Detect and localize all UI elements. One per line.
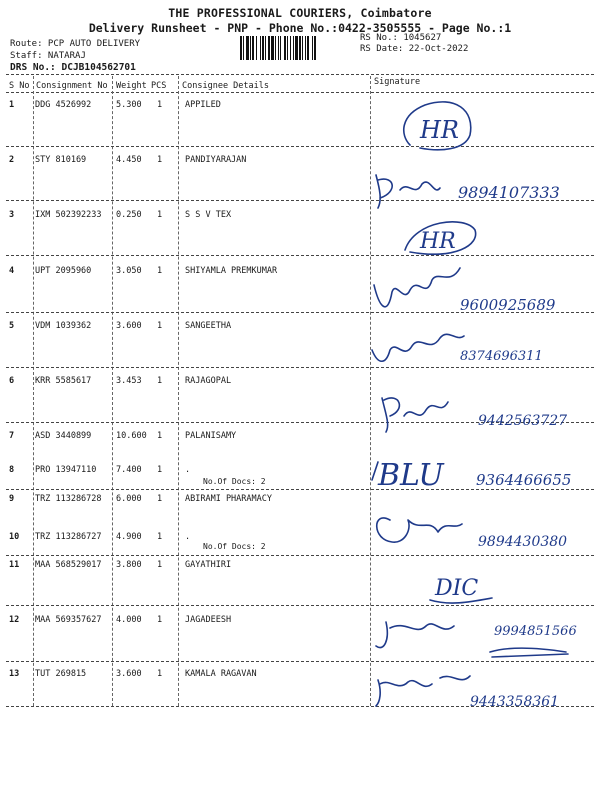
- company-title: THE PROFESSIONAL COURIERS, Coimbatore: [168, 6, 432, 20]
- barcode-bar: [240, 36, 242, 60]
- barcode-bar: [299, 36, 301, 60]
- row-weight: 6.000: [116, 494, 142, 504]
- signature-12-phone: 9994851566: [494, 624, 577, 639]
- rs-date: RS Date: 22-Oct-2022: [360, 44, 469, 54]
- row-sno: 13: [9, 669, 20, 679]
- barcode-bar: [262, 36, 264, 60]
- row-weight: 3.600: [116, 321, 142, 331]
- row-consignee: APPILED: [185, 100, 221, 110]
- barcode-bar: [256, 36, 257, 60]
- drs-number: [10, 62, 140, 74]
- row-weight: 5.300: [116, 100, 142, 110]
- barcode-bar: [278, 36, 279, 60]
- row-weight: 4.000: [116, 615, 142, 625]
- row-sno: 10: [9, 532, 20, 542]
- row-consignment: MAA 569357627: [35, 615, 102, 625]
- barcode-bar: [305, 36, 306, 60]
- row-sno: 9: [9, 494, 15, 504]
- row-weight: 10.600: [116, 431, 147, 441]
- signature-8: [476, 471, 571, 489]
- signature-7-mark: BLU: [378, 458, 444, 493]
- rs-info: [360, 33, 468, 55]
- col-header-signature: Signature: [374, 77, 421, 87]
- rs-number: RS No.: 1045627: [360, 33, 442, 43]
- barcode-bar: [290, 36, 291, 60]
- row-weight: 3.600: [116, 669, 142, 679]
- signature-column: [360, 80, 600, 720]
- signature-4-phone: 9600925689: [460, 296, 556, 314]
- row-pcs: 1: [157, 560, 163, 570]
- signature-3: [405, 222, 476, 254]
- runsheet-meta: [10, 38, 140, 74]
- barcode-bar: [271, 36, 274, 60]
- row-pcs: 1: [157, 266, 163, 276]
- column-divider: [178, 76, 179, 706]
- barcode-bar: [293, 36, 294, 60]
- signature-13: [376, 676, 559, 710]
- row-consignment: TRZ 113286727: [35, 532, 102, 542]
- row-sno: 11: [9, 560, 20, 570]
- barcode-bar: [280, 36, 281, 60]
- signature-6: [382, 398, 567, 432]
- row-sno: 1: [9, 100, 15, 110]
- row-consignee: PALANISAMY: [185, 431, 237, 441]
- signature-3-mark: HR: [420, 229, 456, 254]
- signature-11-mark: DIC: [435, 576, 479, 601]
- barcode-bar: [302, 36, 303, 60]
- row-consignee: JAGADEESH: [185, 615, 232, 625]
- barcode-bar: [260, 36, 261, 60]
- barcode-bar: [275, 36, 276, 60]
- column-divider: [112, 76, 113, 706]
- signature-9: [377, 518, 567, 550]
- col-header-pcs: PCS: [151, 81, 167, 91]
- barcode-bar: [314, 36, 316, 60]
- row-consignee: SANGEETHA: [185, 321, 232, 331]
- col-header-consignee: Consignee Details: [182, 81, 269, 91]
- barcode-bar: [252, 36, 254, 60]
- row-consignment: KRR 5585617: [35, 376, 92, 386]
- barcode-bar: [265, 36, 266, 60]
- header-rule-top: [6, 74, 594, 75]
- barcode-bar: [243, 36, 244, 60]
- route-label: Route: PCP AUTO DELIVERY: [10, 39, 141, 49]
- row-pcs: 1: [157, 321, 163, 331]
- row-consignee: .: [185, 532, 191, 542]
- column-divider: [33, 76, 34, 706]
- row-weight: 3.800: [116, 560, 142, 570]
- barcode-bar: [307, 36, 309, 60]
- row-pcs: 1: [157, 155, 163, 165]
- signature-4: [374, 268, 556, 314]
- row-pcs: 1: [157, 376, 163, 386]
- signature-11: [430, 576, 492, 603]
- row-sno: 7: [9, 431, 15, 441]
- signature-5-phone: 8374696311: [460, 349, 543, 364]
- row-consignment: IXM 502392233: [35, 210, 102, 220]
- row-weight: 4.450: [116, 155, 142, 165]
- barcode-bar: [250, 36, 251, 60]
- row-sno: 12: [9, 615, 20, 625]
- col-header-consignment: Consignment No: [36, 81, 108, 91]
- drs-label: DRS No.:: [10, 62, 56, 73]
- row-pcs: 1: [157, 615, 163, 625]
- row-consignment: TRZ 113286728: [35, 494, 102, 504]
- row-consignment: VDM 1039362: [35, 321, 92, 331]
- row-consignee: KAMALA RAGAVAN: [185, 669, 257, 679]
- row-docs-count: No.Of Docs: 2: [203, 477, 266, 486]
- row-weight: 3.453: [116, 376, 142, 386]
- barcode-bar: [295, 36, 298, 60]
- signature-6-phone: 9442563727: [478, 413, 568, 429]
- signature-9-phone: 9894430380: [478, 534, 568, 550]
- row-sno: 2: [9, 155, 15, 165]
- row-consignment: MAA 568529017: [35, 560, 102, 570]
- col-header-sno: S No: [9, 81, 30, 91]
- row-weight: 4.900: [116, 532, 142, 542]
- col-header-weight: Weight: [116, 81, 147, 91]
- barcode: [240, 36, 352, 60]
- row-weight: 7.400: [116, 465, 142, 475]
- row-consignment: TUT 269815: [35, 669, 87, 679]
- row-pcs: 1: [157, 494, 163, 504]
- drs-value: DCJB104562701: [61, 62, 136, 73]
- row-consignee: PANDIYARAJAN: [185, 155, 247, 165]
- signature-5: [372, 334, 543, 364]
- staff-label: Staff: NATARAJ: [10, 51, 86, 61]
- signature-2-phone: 9894107333: [458, 183, 560, 202]
- row-sno: 3: [9, 210, 15, 220]
- barcode-bar: [287, 36, 288, 60]
- row-pcs: 1: [157, 431, 163, 441]
- signature-1: [404, 102, 471, 150]
- row-pcs: 1: [157, 210, 163, 220]
- signature-1-mark: HR: [420, 116, 459, 144]
- row-sno: 6: [9, 376, 15, 386]
- row-consignee: ABIRAMI PHARAMACY: [185, 494, 272, 504]
- row-consignee: RAJAGOPAL: [185, 376, 232, 386]
- row-consignee: S S V TEX: [185, 210, 232, 220]
- row-consignment: DDG 4526992: [35, 100, 92, 110]
- signature-12: [376, 622, 577, 657]
- barcode-bar: [246, 36, 249, 60]
- row-pcs: 1: [157, 669, 163, 679]
- row-sno: 5: [9, 321, 15, 331]
- row-docs-count: No.Of Docs: 2: [203, 542, 266, 551]
- row-pcs: 1: [157, 100, 163, 110]
- row-consignee: GAYATHIRI: [185, 560, 232, 570]
- runsheet-subtitle: Delivery Runsheet - PNP - Phone No.:0422-3505555 - Page No.:1: [88, 21, 512, 35]
- row-consignment: STY 810169: [35, 155, 87, 165]
- row-weight: 0.250: [116, 210, 142, 220]
- row-consignment: UPT 2095960: [35, 266, 92, 276]
- row-consignee: .: [185, 465, 191, 475]
- row-pcs: 1: [157, 532, 163, 542]
- signature-2: [376, 175, 560, 208]
- row-sno: 8: [9, 465, 15, 475]
- row-consignment: ASD 3440899: [35, 431, 92, 441]
- barcode-bar: [312, 36, 313, 60]
- barcode-bar: [268, 36, 270, 60]
- signature-13-phone: 9443358361: [470, 694, 560, 710]
- signature-7: [372, 458, 445, 493]
- signature-8-phone: 9364466655: [476, 471, 572, 489]
- row-sno: 4: [9, 266, 15, 276]
- row-consignment: PRO 13947110: [35, 465, 97, 475]
- row-weight: 3.050: [116, 266, 142, 276]
- row-consignee: SHIYAMLA PREMKUMAR: [185, 266, 278, 276]
- row-pcs: 1: [157, 465, 163, 475]
- barcode-bar: [284, 36, 286, 60]
